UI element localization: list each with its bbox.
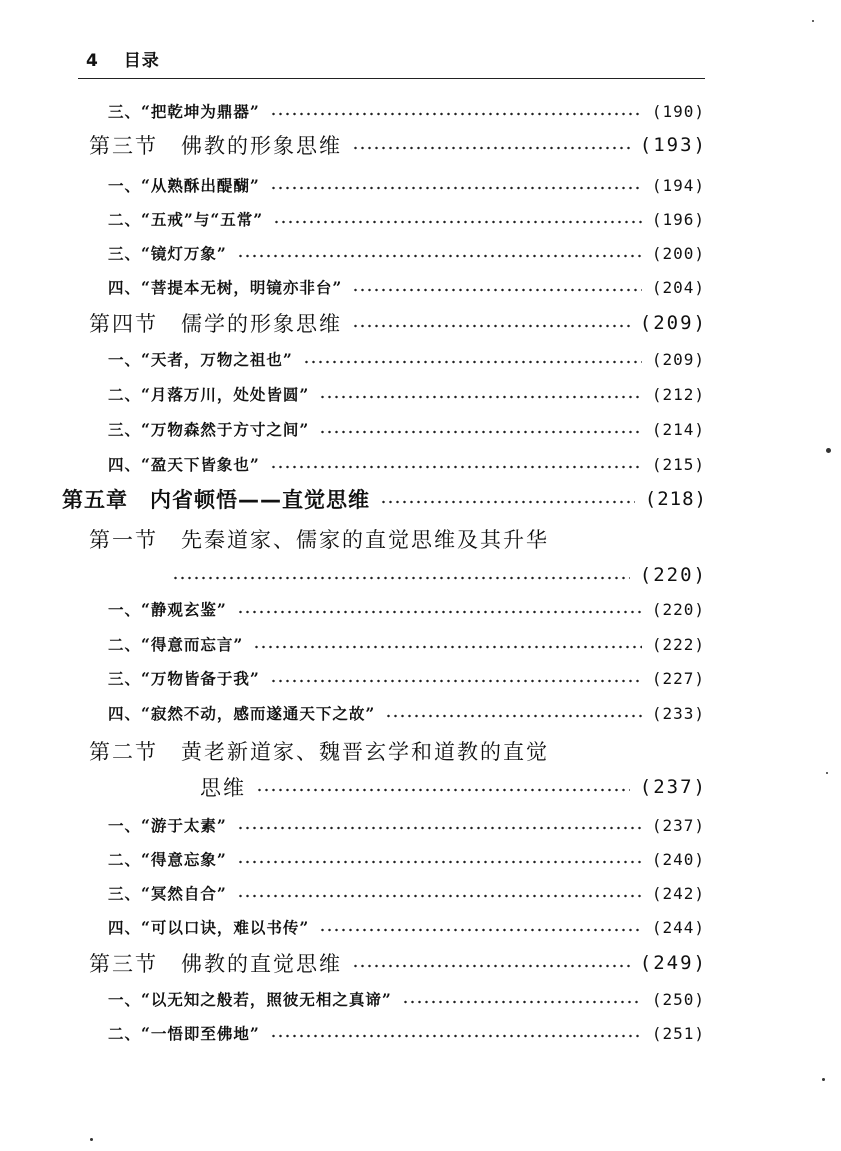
dot-leader	[319, 430, 641, 434]
toc-entry-title: 一、“游于太素”	[108, 816, 227, 835]
dot-leader	[303, 360, 642, 364]
toc-entry-page: (244)	[651, 917, 705, 937]
toc-entry-title: 四、“寂然不动，感而遂通天下之故”	[108, 704, 376, 723]
toc-entry[interactable]	[89, 946, 707, 980]
toc-entry-title: 第三节 佛教的形象思维	[89, 134, 342, 158]
toc-entry-title: 第三节 佛教的直觉思维	[89, 952, 342, 976]
toc-entry[interactable]	[108, 982, 705, 1016]
toc-entry-page: (193)	[639, 134, 707, 156]
dot-leader	[385, 714, 641, 718]
toc-entry-page: (249)	[639, 952, 707, 974]
dot-leader	[380, 500, 635, 504]
toc-entry-page: (251)	[651, 1023, 705, 1043]
toc-entry-title: 三、“冥然自合”	[108, 884, 227, 903]
toc-entry-title: 一、“从熟酥出醍醐”	[108, 176, 260, 195]
toc-entry-page: (194)	[651, 175, 705, 195]
toc-entry[interactable]	[172, 558, 707, 592]
toc-entry-title: 三、“万物森然于方寸之间”	[108, 420, 310, 439]
toc-entry[interactable]	[108, 168, 705, 202]
toc-entry-page: (237)	[639, 776, 707, 798]
dot-leader	[402, 1000, 642, 1004]
dot-leader	[172, 576, 630, 580]
toc-entry-page: (240)	[651, 849, 705, 869]
toc-entry-title: 二、“得意而忘言”	[108, 635, 244, 654]
toc-entry-title[interactable]: 第二节 黄老新道家、魏晋玄学和道教的直觉	[89, 740, 549, 764]
toc-entry-title: 四、“可以口诀，难以书传”	[108, 918, 310, 937]
toc-entry-title: 三、“万物皆备于我”	[108, 669, 260, 688]
dot-leader	[237, 610, 642, 614]
dot-leader	[352, 288, 641, 292]
toc-entry-title: 四、“菩提本无树，明镜亦非台”	[108, 278, 343, 297]
toc-entry-page: (218)	[644, 488, 707, 510]
toc-entry-title: 二、“一悟即至佛地”	[108, 1024, 260, 1043]
toc-entry-title: 一、“静观玄鉴”	[108, 600, 227, 619]
toc-entry-page: (227)	[651, 668, 705, 688]
dot-leader	[270, 186, 642, 190]
toc-entry[interactable]	[108, 661, 705, 695]
toc-entry[interactable]	[108, 202, 705, 236]
toc-entry[interactable]	[108, 342, 705, 376]
dot-leader	[237, 894, 642, 898]
scan-speck	[826, 772, 828, 774]
toc-entry-page: (220)	[639, 564, 707, 586]
scan-speck	[90, 1138, 93, 1141]
toc-entry[interactable]	[200, 770, 707, 804]
toc-entry-page: (209)	[639, 312, 707, 334]
toc-entry[interactable]	[108, 876, 705, 910]
toc-entry-page: (220)	[651, 599, 705, 619]
toc-entry[interactable]	[108, 592, 705, 626]
toc-entry-title: 三、“镜灯万象”	[108, 244, 227, 263]
toc-entry-title: 第四节 儒学的形象思维	[89, 312, 342, 336]
toc-entry-page: (242)	[651, 883, 705, 903]
toc-entry[interactable]	[108, 94, 705, 128]
dot-leader	[352, 146, 630, 150]
toc-entry[interactable]	[108, 412, 705, 446]
toc-entry[interactable]	[108, 627, 705, 661]
dot-leader	[253, 645, 641, 649]
toc-entry[interactable]	[108, 236, 705, 270]
dot-leader	[319, 395, 641, 399]
dot-leader	[270, 112, 642, 116]
toc-entry[interactable]	[108, 696, 705, 730]
toc-entry-title: 四、“盈天下皆象也”	[108, 455, 260, 474]
dot-leader	[352, 324, 630, 328]
toc-entry-page: (204)	[651, 277, 705, 297]
dot-leader	[352, 964, 630, 968]
running-header	[86, 46, 160, 71]
dot-leader	[237, 826, 642, 830]
dot-leader	[237, 254, 642, 258]
toc-entry-title: 二、“五戒”与“五常”	[108, 210, 264, 229]
toc-entry-title: 三、“把乾坤为鼎器”	[108, 102, 260, 121]
toc-chapter-entry[interactable]	[62, 482, 707, 516]
dot-leader	[319, 928, 641, 932]
toc-entry[interactable]	[108, 270, 705, 304]
toc-entry-title: 二、“得意忘象”	[108, 850, 227, 869]
header-rule	[78, 78, 705, 79]
toc-entry-page: (233)	[651, 703, 705, 723]
toc-entry-page: (250)	[651, 989, 705, 1009]
toc-entry-title: 第五章 内省顿悟——直觉思维	[62, 488, 370, 512]
dot-leader	[256, 788, 630, 792]
toc-entry[interactable]	[108, 1016, 705, 1050]
toc-entry-title[interactable]: 第一节 先秦道家、儒家的直觉思维及其升华	[89, 528, 549, 552]
toc-entry-page: (222)	[651, 634, 705, 654]
dot-leader	[270, 465, 642, 469]
toc-entry-page: (215)	[651, 454, 705, 474]
scan-speck	[812, 20, 814, 22]
dot-leader	[270, 679, 642, 683]
dot-leader	[237, 860, 642, 864]
toc-entry[interactable]	[89, 128, 707, 162]
toc-entry[interactable]	[108, 842, 705, 876]
header-title: 目录	[123, 51, 160, 71]
toc-entry[interactable]	[108, 447, 705, 481]
scan-speck	[826, 448, 831, 453]
toc-entry[interactable]	[108, 910, 705, 944]
toc-entry-title: 一、“以无知之般若，照彼无相之真谛”	[108, 990, 392, 1009]
toc-entry-page: (212)	[651, 384, 705, 404]
toc-entry-title: 一、“天者，万物之祖也”	[108, 350, 293, 369]
dot-leader	[270, 1034, 642, 1038]
dot-leader	[273, 220, 642, 224]
toc-entry-page: (200)	[651, 243, 705, 263]
toc-entry-title-continued: 思维	[200, 776, 246, 800]
toc-entry[interactable]	[108, 808, 705, 842]
toc-entry[interactable]	[108, 377, 705, 411]
toc-entry-page: (190)	[651, 101, 705, 121]
toc-entry-page: (209)	[651, 349, 705, 369]
toc-entry-page: (196)	[651, 209, 705, 229]
toc-entry-page: (237)	[651, 815, 705, 835]
toc-entry-title: 二、“月落万川，处处皆圆”	[108, 385, 310, 404]
scan-speck	[822, 1078, 825, 1081]
toc-entry-page: (214)	[651, 419, 705, 439]
toc-entry[interactable]	[89, 306, 707, 340]
page-number: 4	[86, 51, 99, 71]
